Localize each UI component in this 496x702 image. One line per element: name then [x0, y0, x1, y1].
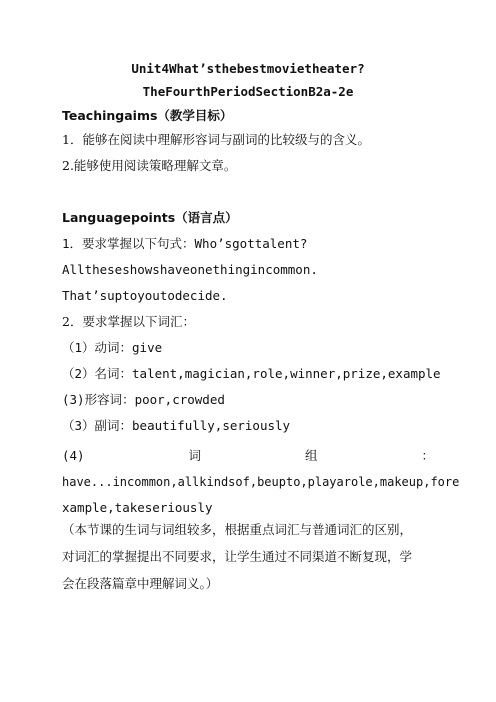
phrases-label-part: ： — [421, 448, 434, 463]
teaching-aim-item: 2.能够使用阅读策略理解文章。 — [62, 158, 237, 173]
phrases-line: xample,takeseriously — [62, 500, 213, 515]
phrases-label-part: 组 — [305, 448, 318, 463]
vocab-item: （2）名词：talent,magician,role,winner,prize,example — [62, 366, 441, 381]
note-line: 对词汇的掌握提出不同要求，让学生通过不同渠道不断复现，学 — [62, 549, 413, 564]
note-line: （本节课的生词与词组较多，根据重点词汇与普通词汇的区别， — [62, 522, 413, 537]
teaching-aim-item: 1．能够在阅读中理解形容词与副词的比较级与的含义。 — [62, 132, 370, 147]
language-points-heading: Languagepoints（语言点） — [62, 210, 238, 225]
vocab-intro: 2．要求掌握以下词汇： — [62, 314, 195, 329]
phrases-line: have...incommon,allkindsof,beupto,playarole,makeup,fore — [62, 475, 460, 489]
sentence-item: 1．要求掌握以下句式：Who’sgottalent? — [62, 236, 308, 251]
document-subtitle: TheFourthPeriodSectionB2a-2e — [142, 84, 354, 99]
sentence-item: That’suptoyoutodecide. — [62, 288, 228, 303]
vocab-item: （3）副词：beautifully,seriously — [62, 418, 291, 433]
document-title: Unit4What’sthebestmovietheater? — [131, 61, 365, 76]
phrases-label-part: (4) — [62, 448, 85, 463]
phrases-label-part: 词 — [188, 448, 202, 463]
vocab-item: (3)形容词：poor,crowded — [62, 392, 225, 407]
note-line: 会在段落篇章中理解词义。） — [62, 576, 219, 591]
phrases-label-row — [62, 447, 434, 465]
teaching-aims-heading: Teachingaims（教学目标） — [62, 108, 233, 123]
sentence-item: Alltheseshowshaveonethingincommon. — [62, 262, 318, 277]
vocab-item: （1）动词：give — [62, 340, 163, 355]
